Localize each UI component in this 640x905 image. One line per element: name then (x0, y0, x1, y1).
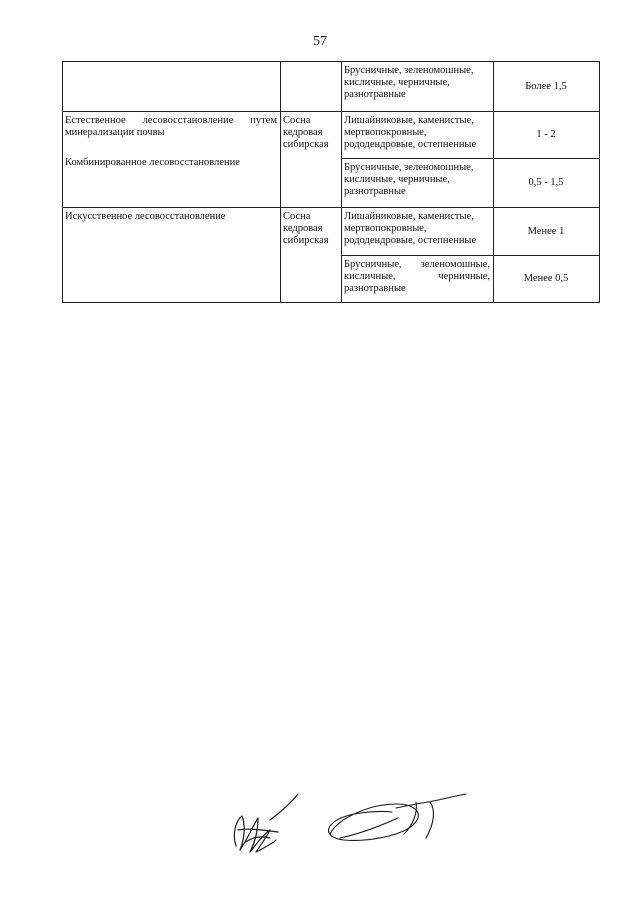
table-row (63, 112, 600, 159)
table-row (63, 62, 600, 112)
value-cell: Более 1,5 (494, 62, 600, 112)
forest-type-cell: Брусничные, зеленомошные, кисличные, черничные, разнотравные (342, 62, 494, 112)
forest-type-cell: Брусничные, зеленомошные, кисличные, черничные, разнотравные (342, 159, 494, 208)
species-cell: Сосна кедровая сибирская (281, 112, 342, 208)
method-text-combined: Комбинированное лесовосстановление (65, 157, 240, 168)
signature-right (329, 794, 466, 840)
method-text-mineralization: Естественное лесовосстановление путем минерализации почвы (65, 115, 277, 138)
species-cell: Сосна кедровая сибирская (281, 208, 342, 303)
method-cell (63, 112, 281, 208)
page-number: 57 (313, 34, 327, 49)
value-cell: 0,5 - 1,5 (494, 159, 600, 208)
forest-type-cell: Лишайниковые, каменистые, мертвопокровные, рододендровые, остепненные (342, 208, 494, 256)
table-row (63, 208, 600, 256)
forest-regeneration-table (62, 61, 600, 303)
value-cell: 1 - 2 (494, 112, 600, 159)
forest-type-cell: Брусничные, зеленомошные, кисличные, черничные, разнотравные (342, 256, 494, 303)
method-gap (65, 139, 277, 157)
method-cell: Искусственное лесовосстановление (63, 208, 281, 303)
signatures (220, 790, 480, 870)
value-cell: Менее 1 (494, 208, 600, 256)
method-cell (63, 62, 281, 112)
forest-type-cell: Лишайниковые, каменистые, мертвопокровные, рододендровые, остепненные (342, 112, 494, 159)
value-cell: Менее 0,5 (494, 256, 600, 303)
signature-left (234, 794, 298, 852)
species-cell (281, 62, 342, 112)
